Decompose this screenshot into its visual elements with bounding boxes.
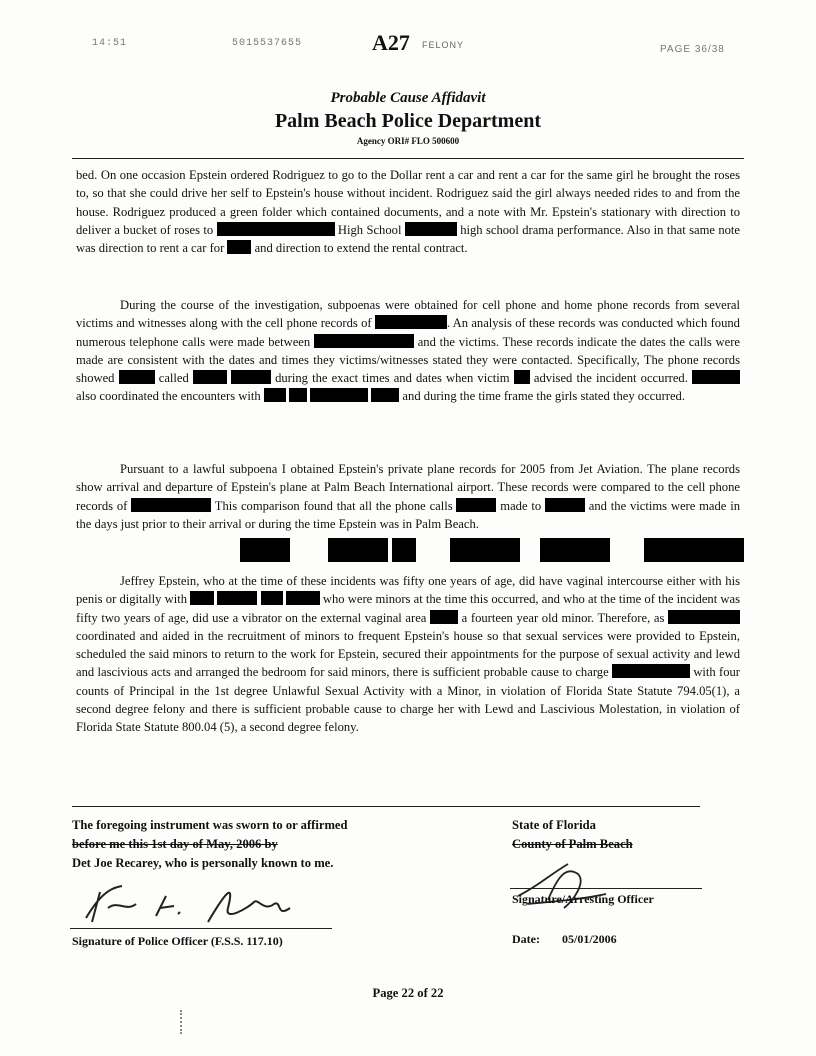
redaction-block bbox=[217, 591, 257, 605]
para2-text-7: also coordinated the encounters with bbox=[76, 389, 264, 404]
stamp-subtext: FELONY bbox=[422, 40, 465, 50]
header-rule bbox=[72, 158, 744, 159]
county-name: County of Palm Beach bbox=[512, 837, 633, 851]
para2-text-4: called bbox=[154, 371, 193, 386]
redaction-block bbox=[119, 370, 155, 384]
sworn-line-3: Det Joe Recarey, who is personally known to me. bbox=[72, 856, 334, 870]
para4-text-1: Jeffrey Epstein, who at the time of these incidents was fifty one years of age, did have vaginal intercourse either with his penis or digitally with bbox=[76, 574, 740, 607]
redaction-block bbox=[644, 538, 744, 562]
redaction-block bbox=[190, 591, 214, 605]
para1-text-4: and direction to extend the rental contract. bbox=[251, 241, 468, 256]
redaction-block bbox=[545, 498, 585, 512]
para4-text-5: with four counts of Principal in the 1st degree Unlawful Sexual Activity with a Minor, in violation of Florida State Statute 794.05(1), a second degree felony and there is sufficient probable cause to charge her with Lewd and Lascivious Molestation, in violation of Florida State Statute 800.04 (5), a second degree felony. bbox=[76, 665, 740, 735]
fax-number: 5015537655 bbox=[232, 38, 303, 49]
para3-text-4: and the victims were made in the days just prior to their arrival or during the time Epstein was in Palm Beach. bbox=[76, 498, 741, 531]
para4-text-4: coordinated and aided in the recruitment of minors to frequent Epstein's house so that sexual services were provided to Epstein, scheduled the said minors to return to the work for Epstein, secured their appointments for the purpose of sexual activity and lewd and lascivious acts and arranged the bedroom for said minors, there is sufficient probable cause to charge bbox=[76, 628, 740, 680]
para3-text-1: Pursuant to a lawful subpoena I obtained Epstein's private plane records for 2005 from Jet Aviation. The plane records show arrival and departure of Epstein's plane at Palm Beach International airport. These records were compared to the cell phone records of bbox=[76, 462, 740, 513]
redaction-block bbox=[286, 591, 320, 605]
redaction-block bbox=[231, 370, 271, 384]
arresting-officer-label: Signature/Arresting Officer bbox=[512, 892, 654, 906]
fax-page-number: PAGE 36/38 bbox=[660, 44, 725, 55]
redaction-block bbox=[193, 370, 227, 384]
para3-text-2: This comparison found that all the phone calls bbox=[211, 498, 457, 513]
para4-text-2: who were minors at the time this occurred, and who at the time of the incident was fifty two years of age, did use a vibrator on the external vaginal area bbox=[76, 592, 740, 625]
redaction-block bbox=[261, 591, 283, 605]
redaction-block bbox=[692, 370, 740, 384]
paragraph-phone-records bbox=[76, 296, 740, 406]
document-stamp: A27 bbox=[372, 30, 410, 55]
state-county-block bbox=[512, 816, 633, 854]
signature-section-rule bbox=[72, 806, 700, 807]
notary-signature bbox=[78, 878, 318, 928]
redaction-block bbox=[227, 240, 251, 254]
para2-text-6: advised the incident occurred. bbox=[529, 371, 692, 386]
department-name: Palm Beach Police Department bbox=[274, 110, 542, 132]
para2-text-2: . An analysis of these records was conducted which found numerous telephone calls were made between bbox=[76, 316, 740, 349]
para4-text-3: a fourteen year old minor. Therefore, as bbox=[458, 610, 668, 625]
sworn-line-2: before me this 1st day of May, 2006 by bbox=[72, 837, 278, 851]
redaction-block bbox=[131, 498, 211, 512]
para1-text-1: bed. On one occasion Epstein ordered Rodriguez to go to the Dollar rent a car and rent a car for the same girl he brought the roses to, so that she could drive her self to Epstein's house without incident. Rodriguez said the girl always needed rides to and from the house. Rodriguez produced a green folder which contained documents, and a note with Mr. Epstein's stationary with direction to deliver a bucket of roses to bbox=[76, 168, 740, 237]
redaction-block bbox=[514, 370, 530, 384]
date-label: Date: bbox=[512, 932, 540, 946]
para2-text-8: and bbox=[399, 389, 424, 404]
redaction-block bbox=[328, 538, 388, 562]
redaction-block bbox=[456, 498, 496, 512]
para1-text-2: High School bbox=[334, 222, 405, 237]
redaction-block bbox=[392, 538, 416, 562]
redaction-block bbox=[430, 610, 458, 624]
redaction-block bbox=[264, 388, 286, 402]
date-value: 05/01/2006 bbox=[562, 932, 617, 946]
scan-artifact bbox=[180, 1010, 186, 1034]
redaction-block bbox=[540, 538, 610, 562]
paragraph-charges bbox=[76, 572, 740, 737]
paragraph-rose-delivery bbox=[76, 166, 740, 257]
para2-text-1: During the course of the investigation, subpoenas were obtained for cell phone and home phone records from several victims and witnesses along with the cell phone records of bbox=[76, 298, 740, 331]
officer-signature bbox=[508, 856, 618, 916]
redaction-block bbox=[375, 315, 447, 329]
officer-signature-line bbox=[510, 888, 702, 889]
redaction-block bbox=[668, 610, 740, 624]
sworn-statement bbox=[72, 816, 348, 873]
police-signature-label: Signature of Police Officer (F.S.S. 117.10) bbox=[72, 934, 283, 948]
redaction-block bbox=[310, 388, 368, 402]
sworn-line-1: The foregoing instrument was sworn to or affirmed bbox=[72, 818, 348, 832]
redaction-block bbox=[289, 388, 307, 402]
agency-id: Agency ORI# FLO 500600 bbox=[356, 136, 460, 146]
paragraph-plane-records bbox=[76, 460, 740, 533]
para2-text-9: during the time frame the girls stated they occurred. bbox=[423, 389, 685, 404]
para2-text-5: during the exact times and dates when victim bbox=[270, 371, 514, 386]
redaction-block bbox=[240, 538, 290, 562]
redaction-block bbox=[217, 222, 335, 236]
fax-time: 14:51 bbox=[92, 38, 128, 49]
redaction-block bbox=[450, 538, 520, 562]
state-name: State of Florida bbox=[512, 818, 596, 832]
redaction-block bbox=[612, 664, 690, 678]
redaction-block bbox=[371, 388, 399, 402]
redaction-block bbox=[405, 222, 457, 236]
redaction-block bbox=[314, 334, 414, 348]
document-title: Probable Cause Affidavit bbox=[330, 90, 486, 106]
para3-text-3: made to bbox=[496, 498, 545, 513]
para1-text-3: high school drama performance. Also in that same note was direction to rent a car for bbox=[76, 222, 741, 256]
para2-text-3: and the victims. These records indicate the dates the calls were made are consistent with the dates and times they victims/witnesses stated they were contacted. Specifically, The phone records showed bbox=[76, 334, 740, 386]
page-number: Page 22 of 22 bbox=[372, 986, 444, 1000]
notary-signature-line bbox=[70, 928, 332, 929]
